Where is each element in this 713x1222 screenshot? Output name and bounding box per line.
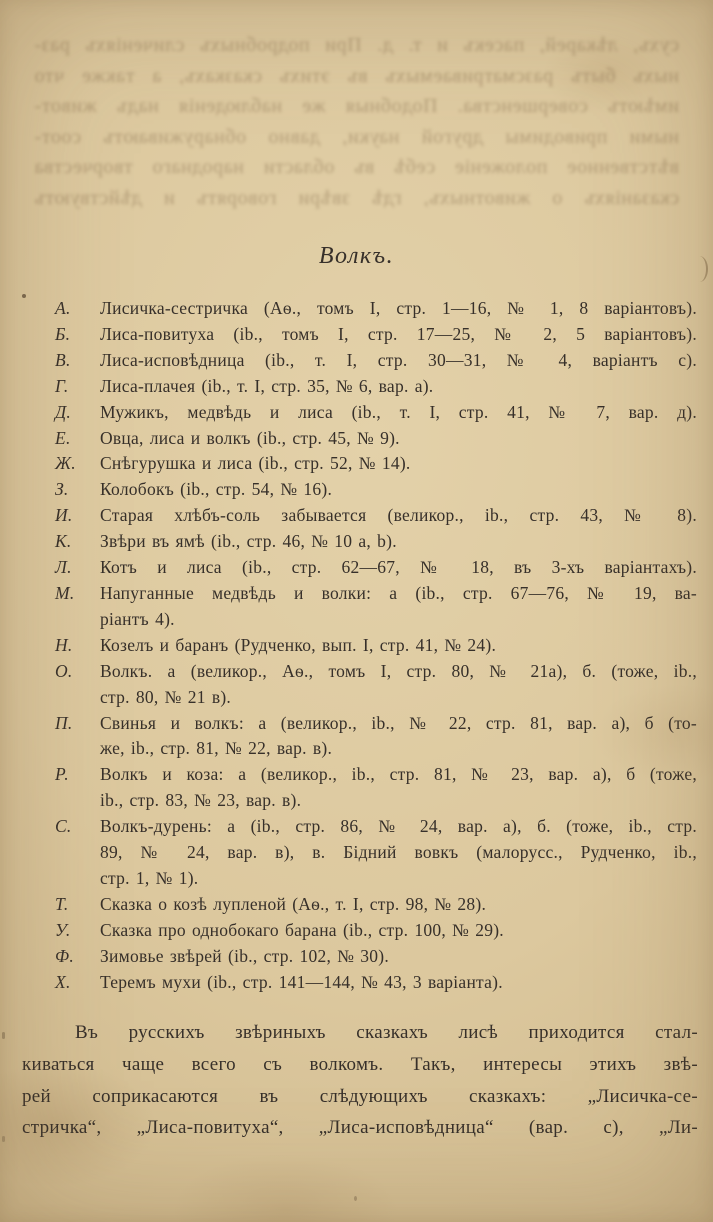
paragraph-line: стричка“, „Лиса-повитуха“, „Лиса-исповѣдница“ (вар. с), „Ли- [22, 1117, 698, 1139]
ink-speck [354, 1196, 357, 1201]
body-paragraph [22, 1017, 698, 1144]
tale-entry-text [100, 529, 697, 555]
tale-entry-text [100, 296, 697, 322]
tale-list [55, 296, 697, 995]
tale-entry-line: Мужикъ, медвѣдь и лиса (ib., т. I, стр. 41, № 7, вар. д). [100, 401, 697, 422]
tale-entry-line: же, ib., стр. 81, № 22, вар. в). [100, 738, 333, 759]
tale-entry-line: Волкъ и коза: а (великор., ib., стр. 81, № 23, вар. а), б (тоже, [100, 764, 697, 785]
tale-letter: Л. [55, 557, 72, 578]
tale-entry-line: Звѣри въ ямѣ (ib., стр. 46, № 10 a, b). [100, 531, 397, 552]
tale-entry-line: Свинья и волкъ: а (великор., ib., № 22, стр. 81, вар. а), б (то- [100, 712, 697, 733]
tale-entry-text [100, 892, 697, 918]
tale-letter: С. [55, 816, 72, 837]
tale-entry-line: 89, № 24, вар. в), в. Бідний вовкъ (малорусс., Рудченко, ib., [100, 842, 697, 863]
ink-speck [2, 1032, 5, 1039]
tale-entry-line: стр. 80, № 21 в). [100, 686, 232, 707]
tale-letter: У. [55, 919, 71, 940]
tale-entry-text [100, 944, 697, 970]
tale-entry-line: Котъ и лиса (ib., стр. 62—67, № 18, въ 3-хъ варіантахъ). [100, 557, 697, 578]
bleedthrough-text [34, 30, 679, 213]
tale-entry-line: Козелъ и баранъ (Рудченко, вып. I, стр. 41, № 24). [100, 634, 497, 655]
tale-entry-line: стр. 1, № 1). [100, 867, 199, 888]
tale-entry-text [100, 555, 697, 581]
tale-list-item [55, 374, 697, 400]
tale-entry-text [100, 503, 697, 529]
tale-entry-line: Старая хлѣбъ-соль забывается (великор., ib., стр. 43, № 8). [100, 505, 697, 526]
tale-list-item [55, 918, 697, 944]
tale-entry-text [100, 814, 697, 892]
tale-entry-line: Лисичка-сестричка (Аѳ., томъ I, стр. 1—16, № 1, 8 варіантовъ). [100, 298, 697, 318]
tale-letter: В. [55, 349, 71, 370]
tale-letter: Р. [55, 764, 69, 785]
tale-entry-text [100, 477, 697, 503]
tale-entry-line: Напуганные медвѣдь и волки: а (ib., стр. 67—76, № 19, ва- [100, 582, 697, 603]
tale-letter: О. [55, 660, 73, 681]
tale-list-item [55, 659, 697, 711]
tale-entry-text [100, 426, 697, 452]
tale-entry-text [100, 451, 697, 477]
tale-entry-line: ib., стр. 83, № 23, вар. в). [100, 790, 302, 811]
tale-entry-text [100, 659, 697, 711]
tale-list-item [55, 944, 697, 970]
tale-entry-text [100, 374, 697, 400]
chapter-title: Волкъ. [318, 243, 395, 269]
tale-list-item [55, 503, 697, 529]
tale-entry-line: Волкъ. а (великор., Аѳ., томъ I, стр. 80, № 21а), б. (тоже, ib., [100, 660, 697, 681]
tale-entry-text [100, 918, 697, 944]
tale-list-item [55, 892, 697, 918]
tale-entry-text [100, 348, 697, 374]
tale-list-item [55, 477, 697, 503]
tale-letter: Б. [55, 323, 71, 344]
tale-letter: Х. [55, 971, 71, 992]
tale-entry-text [100, 322, 697, 348]
tale-letter: Г. [55, 375, 69, 396]
paragraph-line: рей соприкасаются въ слѣдующихъ сказкахъ: „Лисичка-се- [22, 1085, 698, 1107]
tale-entry-text [100, 633, 697, 659]
tale-letter: З. [55, 479, 69, 500]
tale-letter: Ф. [55, 945, 74, 966]
tale-entry-line: Зимовье звѣрей (ib., стр. 102, № 30). [100, 945, 389, 966]
tale-entry-line: Колобокъ (ib., стр. 54, № 16). [100, 479, 333, 500]
bleedthrough-line: сухъ, лѣкарей, пасекъ и т. д. При подробныхъ сличеніяхъ раз- [34, 34, 679, 56]
paragraph-line: киваться чаще всего съ волкомъ. Такъ, интересы этихъ звѣ- [22, 1053, 698, 1075]
tale-entry-line: ріантъ 4). [100, 608, 175, 629]
tale-list-item [55, 348, 697, 374]
tale-letter: А. [55, 298, 71, 318]
tale-entry-line: Волкъ-дурень: а (ib., стр. 86, № 24, вар. а), б. (тоже, ib., стр. [100, 816, 697, 837]
tale-entry-line: Лиса-повитуха (ib., томъ I, стр. 17—25, № 2, 5 варіантовъ). [100, 323, 697, 344]
tale-entry-text [100, 400, 697, 426]
tale-entry-line: Сказка про однобокаго барана (ib., стр. 100, № 29). [100, 919, 504, 940]
tale-letter: Т. [55, 893, 69, 914]
tale-list-item [55, 814, 697, 892]
tale-entry-line: Овца, лиса и волкъ (ib., стр. 45, № 9). [100, 427, 400, 448]
bleedthrough-line: ныхъ бытъ разсматриваемыхъ въ этихъ сказкахъ, а также что [34, 64, 679, 87]
tale-list-item [55, 451, 697, 477]
tale-list-item [55, 400, 697, 426]
tale-letter: М. [55, 582, 75, 603]
tale-letter: К. [55, 531, 72, 552]
tale-entry-text [100, 711, 697, 763]
tale-list-item [55, 296, 697, 322]
tale-letter: Ж. [55, 453, 76, 474]
bleedthrough-line: ными приводимы другой науки, давно обнаруживаютъ соот- [34, 125, 679, 148]
tale-entry-line: Лиса-плачея (ib., т. I, стр. 35, № 6, вар. а). [100, 375, 434, 396]
tale-list-item [55, 581, 697, 633]
bleedthrough-line: имѣютъ совершенства. Подобныя же наблюденія надъ живот- [34, 95, 679, 117]
tale-list-item [55, 426, 697, 452]
tale-letter: И. [55, 505, 73, 526]
tale-entry-line: Сказка о козѣ лупленой (Аѳ., т. I, стр. 98, № 28). [100, 893, 487, 914]
tale-list-item [55, 322, 697, 348]
tale-entry-text [100, 970, 697, 996]
tale-entry-text [100, 762, 697, 814]
tale-letter: Д. [55, 401, 72, 422]
tale-entry-line: Лиса-исповѣдница (ib., т. I, стр. 30—31, № 4, варіантъ с). [100, 349, 697, 370]
paragraph-line: Въ русскихъ звѣриныхъ сказкахъ лисѣ приходится стал- [75, 1022, 698, 1043]
tale-entry-line: Теремъ мухи (ib., стр. 141—144, № 43, 3 варіанта). [100, 971, 503, 992]
tale-letter: Н. [55, 634, 73, 655]
tale-list-item [55, 711, 697, 763]
ink-speck [22, 294, 26, 298]
tale-letter: П. [55, 712, 73, 733]
bleedthrough-line: сказаніяхъ о животныхъ, гдѣ звѣри говорятъ и дѣйствуютъ [34, 186, 679, 209]
tale-list-item [55, 762, 697, 814]
ink-speck [2, 1136, 5, 1142]
tale-list-item [55, 529, 697, 555]
tale-entry-text [100, 581, 697, 633]
bleedthrough-line: вѣтственное положеніе себѣ въ области народнаго творчества [34, 156, 679, 178]
tale-entry-line: Снѣгурушка и лиса (ib., стр. 52, № 14). [100, 453, 411, 474]
tale-list-item [55, 555, 697, 581]
tale-letter: Е. [55, 427, 71, 448]
tale-list-item [55, 633, 697, 659]
tale-list-item [55, 970, 697, 996]
